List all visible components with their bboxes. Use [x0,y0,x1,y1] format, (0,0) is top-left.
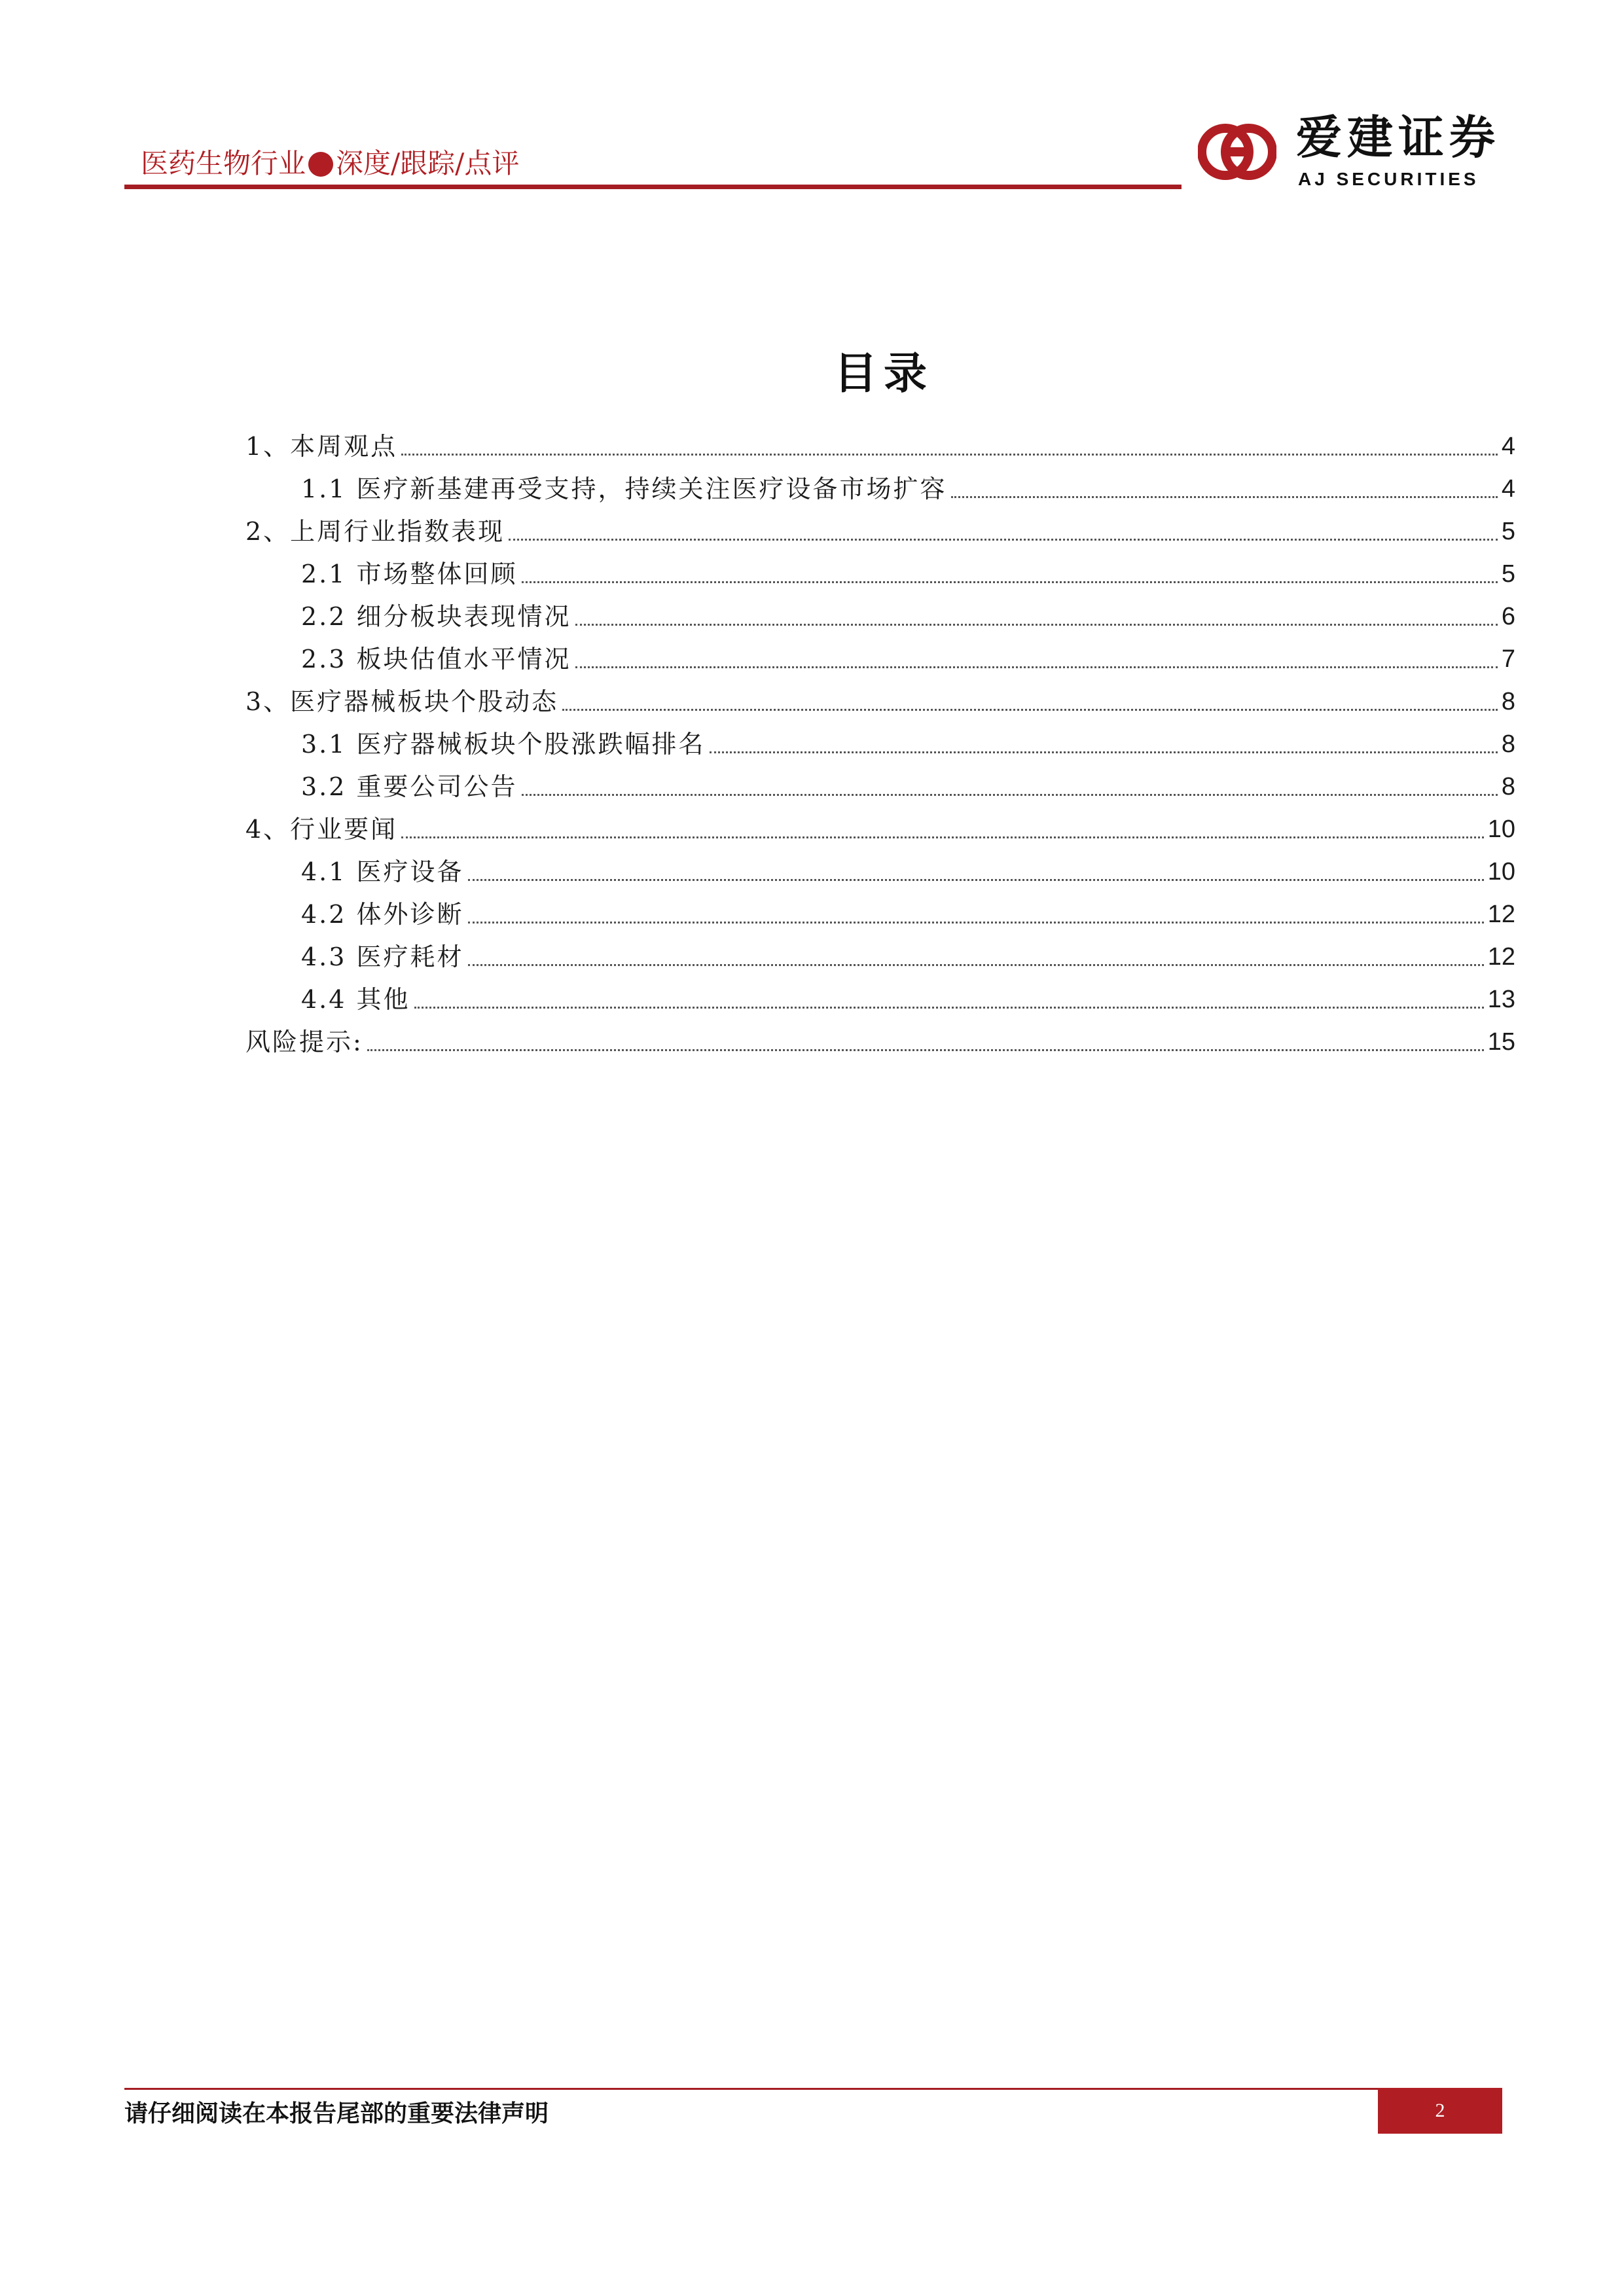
toc-entry-2-3[interactable] [245,632,1515,674]
toc-dot-leader [951,495,1498,498]
toc-dot-leader [575,623,1498,626]
toc-entry-page: 8 [1501,773,1515,800]
toc-entry-4-4[interactable] [245,972,1515,1014]
toc-entry-page: 5 [1501,560,1515,588]
toc-entry-page: 13 [1487,986,1515,1013]
toc-title: 目录 [834,348,933,399]
bullet-dot-icon [308,152,333,177]
toc-entry-label: 3、医疗器械板块个股动态 [245,687,559,716]
toc-dot-leader [575,666,1498,668]
toc-entry-3-1[interactable] [245,717,1515,759]
toc-entry-page: 10 [1487,858,1515,886]
toc-entry-1[interactable] [245,419,1515,461]
brand-name: 爱建证券 [1296,110,1500,164]
toc-entry-label: 2.3 板块估值水平情况 [301,645,571,673]
header-category-industry: 医药生物行业 [141,147,306,179]
page-number: 2 [1378,2088,1502,2134]
toc-dot-leader [468,963,1484,966]
toc-entry-page: 10 [1487,816,1515,843]
toc-entry-4-1[interactable] [245,844,1515,887]
toc-entry-2-1[interactable] [245,547,1515,589]
toc-dot-leader [522,793,1498,796]
toc-entry-page: 8 [1501,688,1515,715]
toc-dot-leader [562,708,1498,711]
toc-entry-3-2[interactable] [245,759,1515,802]
aj-logo-icon [1198,116,1276,188]
toc-entry-label: 4、行业要闻 [245,815,398,844]
toc-dot-leader [401,453,1498,456]
header-divider [124,185,1182,189]
legal-notice: 请仔细阅读在本报告尾部的重要法律声明 [124,2100,549,2126]
toc-entry-1-1[interactable] [245,461,1515,504]
toc-entry-page: 7 [1501,645,1515,673]
toc-entry-risk[interactable] [245,1014,1515,1057]
toc-entry-2[interactable] [245,504,1515,547]
toc-entry-4[interactable] [245,802,1515,844]
toc-entry-label: 1.1 医疗新基建再受支持，持续关注医疗设备市场扩容 [301,475,947,503]
toc-dot-leader [468,878,1484,881]
toc-dot-leader [468,921,1484,924]
toc-entry-label: 1、本周观点 [245,432,398,461]
toc-dot-leader [522,581,1498,583]
toc-entry-page: 12 [1487,943,1515,971]
toc-entry-label: 4.3 医疗耗材 [301,942,464,971]
toc-entry-label: 4.2 体外诊断 [301,900,464,929]
brand-logo [1198,108,1512,193]
toc-entry-page: 15 [1487,1028,1515,1056]
toc-entry-label: 4.1 医疗设备 [301,857,464,886]
toc-dot-leader [414,1006,1484,1009]
footer-divider [124,2088,1492,2090]
toc-entry-label: 3.2 重要公司公告 [301,772,518,801]
toc-entry-2-2[interactable] [245,589,1515,632]
toc-entry-4-2[interactable] [245,887,1515,929]
toc-dot-leader [367,1049,1484,1051]
toc-entry-4-3[interactable] [245,929,1515,972]
toc-entry-page: 6 [1501,603,1515,630]
toc-entry-page: 4 [1501,433,1515,460]
toc-entry-page: 12 [1487,901,1515,928]
toc-entry-page: 4 [1501,475,1515,503]
toc-entry-3[interactable] [245,674,1515,717]
toc-list [245,419,1515,1057]
header-category-type: 深度/跟踪/点评 [336,147,520,179]
toc-dot-leader [509,538,1498,541]
toc-entry-page: 5 [1501,518,1515,545]
toc-dot-leader [710,751,1498,753]
brand-name-en: AJ SECURITIES [1298,169,1479,189]
toc-entry-label: 2.2 细分板块表现情况 [301,602,571,631]
toc-entry-page: 8 [1501,730,1515,758]
header-category [141,145,519,182]
toc-entry-label: 4.4 其他 [301,985,410,1014]
toc-entry-label: 2、上周行业指数表现 [245,517,505,546]
toc-entry-label: 3.1 医疗器械板块个股涨跌幅排名 [301,730,706,759]
toc-entry-label: 风险提示: [245,1028,363,1056]
toc-dot-leader [401,836,1484,838]
toc-entry-label: 2.1 市场整体回顾 [301,560,518,588]
